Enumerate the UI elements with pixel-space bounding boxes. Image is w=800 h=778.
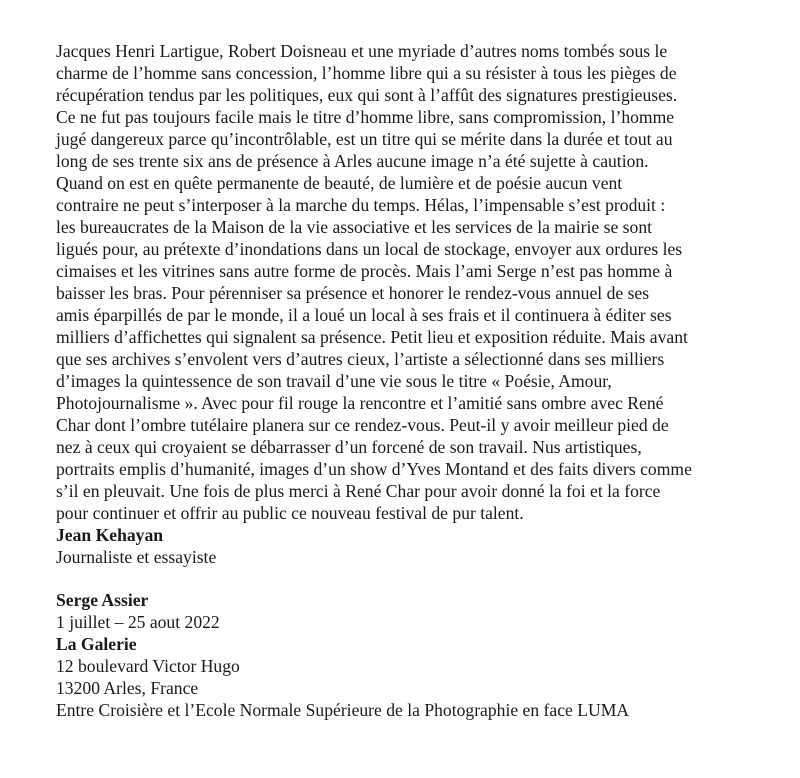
article-line: portraits emplis d’humanité, images d’un show d’Yves Montand et des faits divers comme (56, 459, 692, 479)
article-body (56, 40, 746, 524)
author-name: Jean Kehayan (56, 525, 164, 545)
article-line: Jacques Henri Lartigue, Robert Doisneau et une myriade d’autres noms tombés sous le (56, 41, 668, 61)
article-line: cimaises et les vitrines sans autre forme de procès. Mais l’ami Serge n’est pas homme à (56, 261, 673, 281)
article-line: que ses archives s’envolent vers d’autres cieux, l’artiste a sélectionné dans ses milliers (56, 349, 665, 369)
article-line: ligués pour, au prétexte d’inondations dans un local de stockage, envoyer aux ordures les (56, 239, 683, 259)
author-role: Journaliste et essayiste (56, 547, 217, 567)
exhibition-info (56, 589, 746, 721)
spacer (56, 568, 746, 589)
exhibition-directions: Entre Croisière et l’Ecole Normale Supérieure de la Photographie en face LUMA (56, 700, 630, 720)
article-line: contraire ne peut s’interposer à la marche du temps. Hélas, l’impensable s’est produit : (56, 195, 666, 215)
exhibition-venue: La Galerie (56, 634, 137, 654)
author-signature (56, 524, 746, 568)
article-line: Char dont l’ombre tutélaire planera sur ce rendez-vous. Peut-il y avoir meilleur pied de (56, 415, 669, 435)
article-line: amis éparpillés de par le monde, il a loué un local à ses frais et il continuera à éditer ses (56, 305, 672, 325)
exhibition-city: 13200 Arles, France (56, 678, 199, 698)
article-line: récupération tendus par les politiques, eux qui sont à l’affût des signatures prestigieuses. (56, 85, 678, 105)
exhibition-artist: Serge Assier (56, 590, 149, 610)
article-line: milliers d’affichettes qui signalent sa présence. Petit lieu et exposition réduite. Mais avant (56, 327, 688, 347)
article-line: nez à ceux qui croyaient se débarrasser d’un forcené de son travail. Nus artistiques, (56, 437, 642, 457)
article-line: long de ses trente six ans de présence à Arles aucune image n’a été sujette à caution. (56, 151, 649, 171)
article-line: les bureaucrates de la Maison de la vie associative et les services de la mairie se sont (56, 217, 653, 237)
article-line: jugé dangereux parce qu’incontrôlable, est un titre qui se mérite dans la durée et tout au (56, 129, 673, 149)
article-line: charme de l’homme sans concession, l’homme libre qui a su résister à tous les pièges de (56, 63, 677, 83)
article-line: s’il en pleuvait. Une fois de plus merci à René Char pour avoir donné la foi et la force (56, 481, 661, 501)
article-line: Photojournalisme ». Avec pour fil rouge la rencontre et l’amitié sans ombre avec René (56, 393, 664, 413)
exhibition-dates: 1 juillet – 25 aout 2022 (56, 612, 220, 632)
article-line: d’images la quintessence de son travail d’une vie sous le titre « Poésie, Amour, (56, 371, 612, 391)
article-line: Quand on est en quête permanente de beauté, de lumière et de poésie aucun vent (56, 173, 623, 193)
document-page (56, 40, 746, 721)
article-line: pour continuer et offrir au public ce nouveau festival de pur talent. (56, 503, 524, 523)
article-line: baisser les bras. Pour pérenniser sa présence et honorer le rendez-vous annuel de ses (56, 283, 650, 303)
exhibition-street: 12 boulevard Victor Hugo (56, 656, 240, 676)
article-line: Ce ne fut pas toujours facile mais le titre d’homme libre, sans compromission, l’homme (56, 107, 675, 127)
